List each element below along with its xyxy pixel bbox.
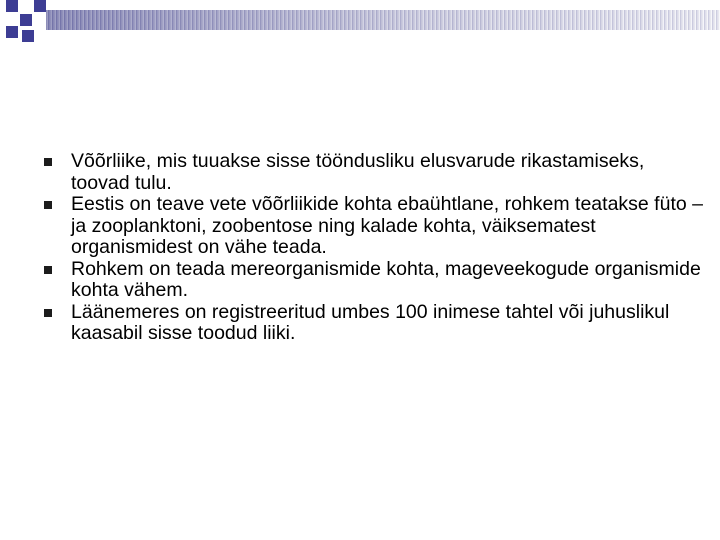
deco-square-top-right: [34, 0, 46, 12]
bullet-text: Eestis on teave vete võõrliikide kohta ebaühtlane, rohkem teatakse füto – ja zooplanktoni, zoobentose ning kalade kohta, väiksematest organismidest on vähe teada.: [71, 193, 703, 258]
bullet-list: [44, 151, 704, 345]
bullet-text: Rohkem on teada mereorganismide kohta, mageveekogude organismide kohta vähem.: [71, 257, 701, 301]
square-bullet-icon: [44, 266, 52, 274]
bullet-text: Võõrliike, mis tuuakse sisse tööndusliku elusvarude rikastamiseks, toovad tulu.: [71, 150, 645, 194]
bullet-item: [44, 194, 704, 259]
deco-square-bottom-left: [6, 26, 18, 38]
deco-square-top-left: [6, 0, 18, 12]
gradient-bar-stripes: [46, 10, 720, 30]
bullet-item: [44, 259, 704, 302]
square-bullet-icon: [44, 201, 52, 209]
title-decoration: [0, 0, 720, 50]
square-bullet-icon: [44, 158, 52, 166]
bullet-text: Läänemeres on registreeritud umbes 100 inimese tahtel või juhuslikul kaasabil sisse toodud liiki.: [71, 300, 670, 344]
deco-square-bottom-right: [22, 30, 34, 42]
bullet-item: [44, 302, 704, 345]
deco-square-middle: [20, 14, 32, 26]
bullet-item: [44, 151, 704, 194]
square-bullet-icon: [44, 309, 52, 317]
